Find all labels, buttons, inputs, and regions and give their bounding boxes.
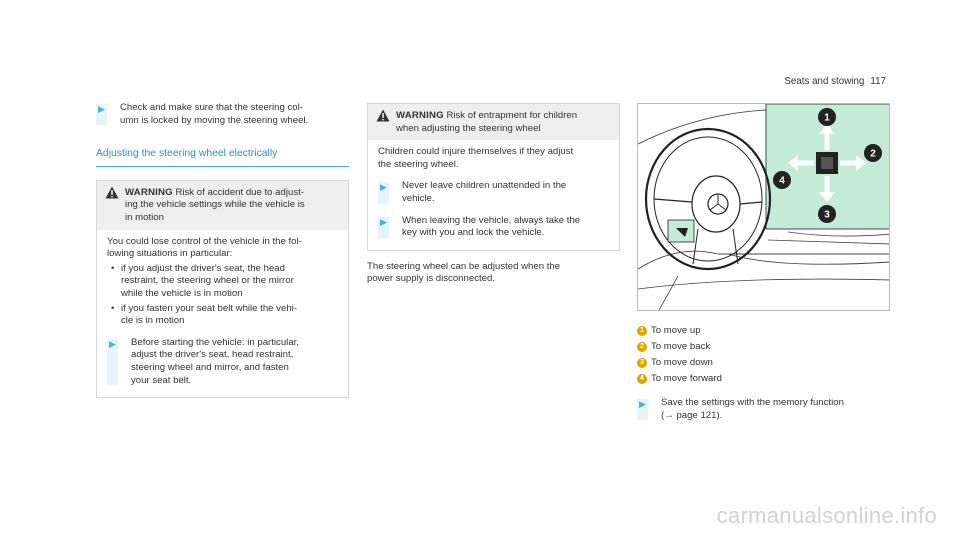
warning-word: WARNING bbox=[396, 110, 444, 121]
legend-number: 2 bbox=[637, 342, 647, 352]
figure-badge-4: 4 bbox=[779, 175, 785, 187]
warning-box-accident bbox=[96, 180, 349, 398]
figure-badge-2: 2 bbox=[870, 148, 876, 160]
legend-number: 1 bbox=[637, 326, 647, 336]
warning-box-entrapment bbox=[367, 103, 620, 251]
step-line: Check and make sure that the steering col- bbox=[120, 102, 303, 113]
step-arrow-icon: ▶ bbox=[380, 182, 387, 193]
legend-text: To move back bbox=[651, 341, 711, 352]
column-left bbox=[96, 102, 349, 398]
warning-text-line: the steering wheel. bbox=[378, 158, 459, 170]
watermark: carmanualsonline.info bbox=[716, 503, 937, 529]
warning-body bbox=[368, 140, 619, 250]
step-line: vehicle. bbox=[402, 192, 435, 204]
legend-item-move-up bbox=[637, 325, 890, 338]
step-bar bbox=[378, 217, 389, 238]
legend-item-move-back bbox=[637, 341, 890, 354]
bullet-line: while the vehicle is in motion bbox=[121, 287, 243, 299]
step-line: When leaving the vehicle, always take the bbox=[402, 214, 581, 226]
warning-bullets bbox=[107, 263, 338, 328]
step-arrow-icon: ▶ bbox=[639, 399, 646, 409]
legend-text: To move forward bbox=[651, 373, 722, 384]
bullet-item bbox=[107, 303, 338, 328]
steering-adjust-figure bbox=[637, 103, 890, 311]
note-line: power supply is disconnected. bbox=[367, 273, 495, 285]
step-line: umn is locked by moving the steering wheel. bbox=[120, 114, 309, 126]
power-note bbox=[367, 261, 620, 286]
legend-text: To move up bbox=[651, 325, 701, 336]
step-line: Save the settings with the memory function bbox=[661, 397, 844, 408]
bullet-dot: • bbox=[111, 262, 115, 274]
step-bar bbox=[96, 104, 107, 125]
warning-title-line: when adjusting the steering wheel bbox=[396, 122, 541, 134]
warning-text-line: lowing situations in particular: bbox=[107, 248, 233, 260]
warning-text-line: Children could injure themselves if they adjust bbox=[378, 146, 574, 158]
page-number: 117 bbox=[870, 76, 886, 87]
legend-number: 4 bbox=[637, 374, 647, 384]
section-title: Adjusting the steering wheel electrically bbox=[96, 148, 349, 167]
step-before-starting bbox=[107, 337, 338, 387]
step-bar bbox=[107, 339, 118, 385]
bullet-item bbox=[107, 263, 338, 301]
warning-word: WARNING bbox=[125, 186, 173, 198]
column-middle bbox=[367, 103, 620, 286]
step-line: your seat belt. bbox=[131, 374, 192, 386]
figure-badge-1: 1 bbox=[824, 112, 830, 124]
warning-title-line: ing the vehicle settings while the vehicle is bbox=[125, 199, 305, 211]
warning-triangle-icon bbox=[376, 109, 390, 122]
bullet-dot: • bbox=[111, 302, 115, 314]
section-name: Seats and stowing bbox=[784, 76, 865, 87]
note-line: The steering wheel can be adjusted when the bbox=[367, 260, 561, 272]
legend-item-move-forward bbox=[637, 373, 890, 386]
bullet-line: if you fasten your seat belt while the vehi- bbox=[121, 302, 297, 314]
legend-number: 3 bbox=[637, 358, 647, 368]
warning-title-line: in motion bbox=[125, 211, 164, 223]
bullet-line: cle is in motion bbox=[121, 315, 185, 327]
warning-header bbox=[368, 104, 619, 140]
step-arrow-icon: ▶ bbox=[98, 104, 105, 114]
warning-title-line: Risk of entrapment for children bbox=[446, 110, 578, 121]
step-never-leave bbox=[378, 180, 609, 205]
warning-header bbox=[97, 181, 348, 230]
step-line: steering wheel and mirror, and fasten bbox=[131, 361, 289, 373]
step-save-memory bbox=[637, 397, 890, 422]
step-line: adjust the driver's seat, head restraint, bbox=[131, 349, 294, 361]
page-reference-link[interactable]: (→ page 121). bbox=[661, 409, 723, 421]
column-right bbox=[637, 103, 890, 422]
step-take-key bbox=[378, 215, 609, 240]
legend-text: To move down bbox=[651, 357, 713, 368]
step-check-column bbox=[96, 102, 349, 127]
steering-wheel-illustration bbox=[638, 104, 890, 311]
warning-triangle-icon bbox=[105, 186, 119, 199]
bullet-line: restraint, the steering wheel or the mirror bbox=[121, 275, 294, 287]
page-header bbox=[784, 76, 886, 89]
step-line: key with you and lock the vehicle. bbox=[402, 227, 545, 239]
warning-text-line: You could lose control of the vehicle in the fol- bbox=[107, 235, 302, 247]
figure-legend bbox=[637, 325, 890, 386]
legend-item-move-down bbox=[637, 357, 890, 370]
step-arrow-icon: ▶ bbox=[380, 216, 387, 227]
figure-badge-3: 3 bbox=[824, 209, 830, 221]
bullet-line: if you adjust the driver's seat, the head bbox=[121, 262, 285, 274]
step-bar bbox=[637, 399, 648, 420]
step-arrow-icon: ▶ bbox=[109, 338, 116, 349]
warning-title-line: Risk of accident due to adjust- bbox=[175, 186, 304, 198]
step-bar bbox=[378, 182, 389, 203]
step-line: Before starting the vehicle: in particular, bbox=[131, 336, 299, 348]
step-line: Never leave children unattended in the bbox=[402, 180, 567, 192]
warning-body bbox=[97, 230, 348, 398]
